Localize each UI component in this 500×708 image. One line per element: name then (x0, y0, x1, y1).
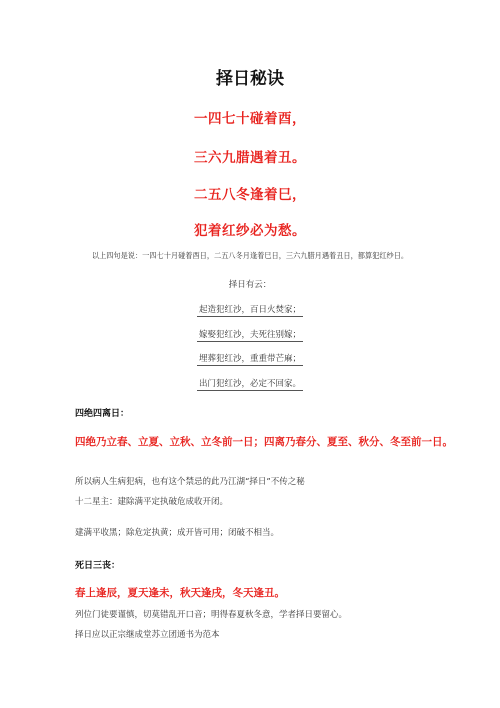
document-title: 择日秘诀 (216, 69, 284, 89)
verse-line-1: 一四七十碰着酉， (194, 111, 306, 127)
paragraph-twelve-stars: 十二星主：建除满平定执破危成收开闭。 (75, 497, 229, 507)
section-highlight-four-days: 四绝乃立春、立夏、立秋、立冬前一日；四离乃春分、夏至、秋分、冬至前一日。 (75, 436, 453, 448)
paragraph-disciples: 列位门徒要谨慎，切莫错乱开口音；明得春夏秋冬意，学者择日要留心。 (75, 610, 348, 620)
saying-line-3-text: 埋葬犯红沙，重重带芒麻； (198, 354, 301, 364)
verse-line-3: 二五八冬逢着巳， (194, 187, 306, 203)
saying-line-1 (0, 303, 500, 315)
paragraph-star-rules: 建满平收黑；除危定执黄；成开皆可用；闭破不相当。 (75, 528, 280, 538)
saying-line-2-text: 嫁娶犯红沙，夫死往别嫁； (198, 330, 301, 340)
section-heading-four-days: 四绝四离日： (75, 409, 130, 419)
section-heading-death-days: 死日三丧： (75, 561, 121, 571)
paragraph-taboo: 所以病人生病犯病，也有这个禁忌的此乃江湖“择日”不传之秘 (75, 477, 305, 487)
saying-line-1-text: 起造犯红沙，百日火焚家； (198, 305, 301, 315)
saying-line-3 (0, 352, 500, 364)
paragraph-almanac: 择日应以正宗继成堂苏立团通书为范本 (75, 630, 220, 640)
explanation-note: 以上四句是说：一四七十月碰着酉日，二五八冬月逢着巳日，三六九腊月遇着丑日，都算犯红纱日。 (91, 251, 409, 260)
section-highlight-death-days: 春上逢辰，夏天逢未，秋天逢戌，冬天逢丑。 (75, 587, 285, 599)
saying-line-4-text: 出门犯红沙，必定不回家。 (198, 379, 301, 389)
verse-line-4: 犯着红纱必为愁。 (194, 223, 306, 239)
saying-line-4 (0, 377, 500, 389)
verse-line-2: 三六九腊遇着丑。 (194, 150, 306, 166)
saying-line-2 (0, 328, 500, 340)
saying-intro: 择日有云： (228, 280, 272, 290)
